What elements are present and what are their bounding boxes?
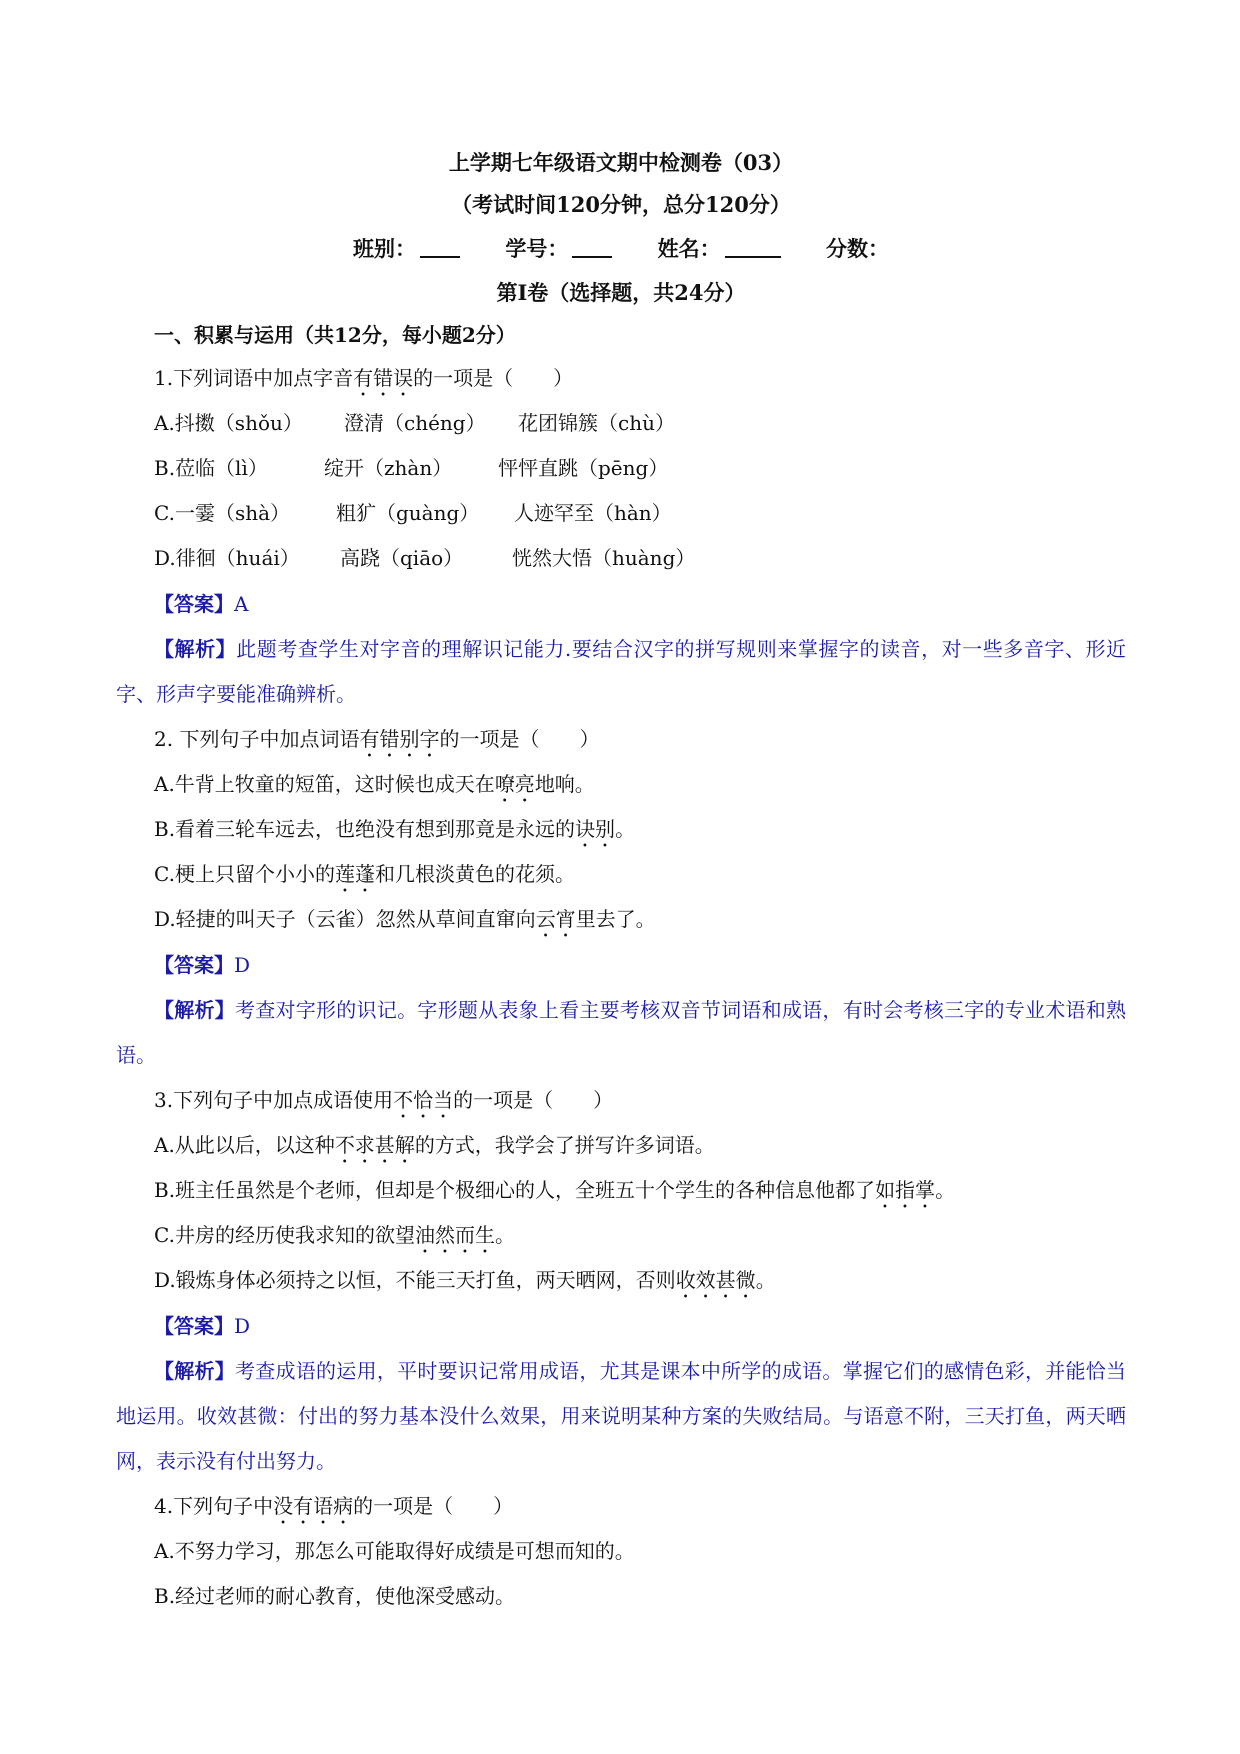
q2-option-c: C.梗上只留个小小的莲蓬和几根淡黄色的花须。 (154, 862, 575, 886)
q1-option-d: D.徘徊（huái） 高跷（qiāo） 恍然大悟（huàng） (154, 546, 696, 570)
q3-option-a: A.从此以后，以这种不求甚解的方式，我学会了拼写许多词语。 (154, 1133, 715, 1157)
q1-option-a: A.抖擞（shǒu） 澄清（chéng） 花团锦簇（chù） (154, 411, 675, 435)
question-4: 4.下列句子中没有语病的一项是（ ） (154, 1494, 514, 1518)
q2-answer: 【答案】D (154, 953, 251, 977)
page-title: 上学期七年级语文期中检测卷（03） (448, 150, 794, 175)
q2-option-b: B.看着三轮车远去，也绝没有想到那竟是永远的诀别。 (154, 817, 636, 841)
q3-option-d: D.锻炼身体必须持之以恒，不能三天打鱼，两天晒网，否则收效甚微。 (154, 1268, 776, 1292)
score-field: 分数： (825, 236, 889, 261)
number-blank (572, 236, 612, 258)
question-3: 3.下列句子中加点成语使用不恰当的一项是（ ） (154, 1088, 614, 1112)
q3-answer: 【答案】D (154, 1314, 251, 1338)
q2-analysis: 【解析】考查对字形的识记。字形题从表象上看主要考核双音节词语和成语，有时会考核三字的专业术语和熟语。 (116, 998, 1127, 1067)
exam-time-subtitle: （考试时间120分钟，总分120分） (451, 192, 791, 217)
number-field: 学号： (505, 236, 622, 261)
q2-option-a: A.牛背上牧童的短笛，这时候也成天在嘹亮地响。 (154, 772, 595, 796)
q2-option-d: D.轻捷的叫天子（云雀）忽然从草间直窜向云宵里去了。 (154, 907, 656, 931)
class-blank (420, 236, 460, 258)
q1-option-b: B.莅临（lì） 绽开（zhàn） 怦怦直跳（pēng） (154, 456, 669, 480)
question-2: 2. 下列句子中加点词语有错别字的一项是（ ） (154, 727, 600, 751)
q3-analysis: 【解析】考查成语的运用，平时要识记常用成语，尤其是课本中所学的成语。掌握它们的感情色彩，并能恰当地运用。收效甚微：付出的努力基本没什么效果，用来说明某种方案的失败结局。与语意不附，三天打鱼，两天晒网，表示没有付出努力。 (116, 1359, 1127, 1473)
q4-option-a: A.不努力学习，那怎么可能取得好成绩是可想而知的。 (154, 1539, 635, 1563)
class-field: 班别： (353, 236, 470, 261)
q1-option-c: C.一霎（shà） 粗犷（guàng） 人迹罕至（hàn） (154, 501, 672, 525)
volume-title: 第Ⅰ卷（选择题，共24分） (496, 280, 746, 305)
q4-option-b: B.经过老师的耐心教育，使他深受感动。 (154, 1584, 516, 1608)
q3-option-c: C.井房的经历使我求知的欲望油然而生。 (154, 1223, 515, 1247)
name-blank (725, 236, 781, 258)
student-info-line (116, 226, 1126, 272)
q1-analysis: 【解析】此题考查学生对字音的理解识记能力.要结合汉字的拼写规则来掌握字的读音，对一些多音字、形近字、形声字要能准确辨析。 (116, 637, 1127, 706)
question-1: 1.下列词语中加点字音有错误的一项是（ ） (154, 366, 574, 390)
q3-option-b: B.班主任虽然是个老师，但却是个极细心的人，全班五十个学生的各种信息他都了如指掌。 (154, 1178, 956, 1202)
q1-answer: 【答案】A (154, 592, 249, 616)
document-body (116, 142, 1126, 1619)
name-field: 姓名： (658, 236, 791, 261)
section-title: 一、积累与运用（共12分，每小题2分） (154, 323, 516, 347)
